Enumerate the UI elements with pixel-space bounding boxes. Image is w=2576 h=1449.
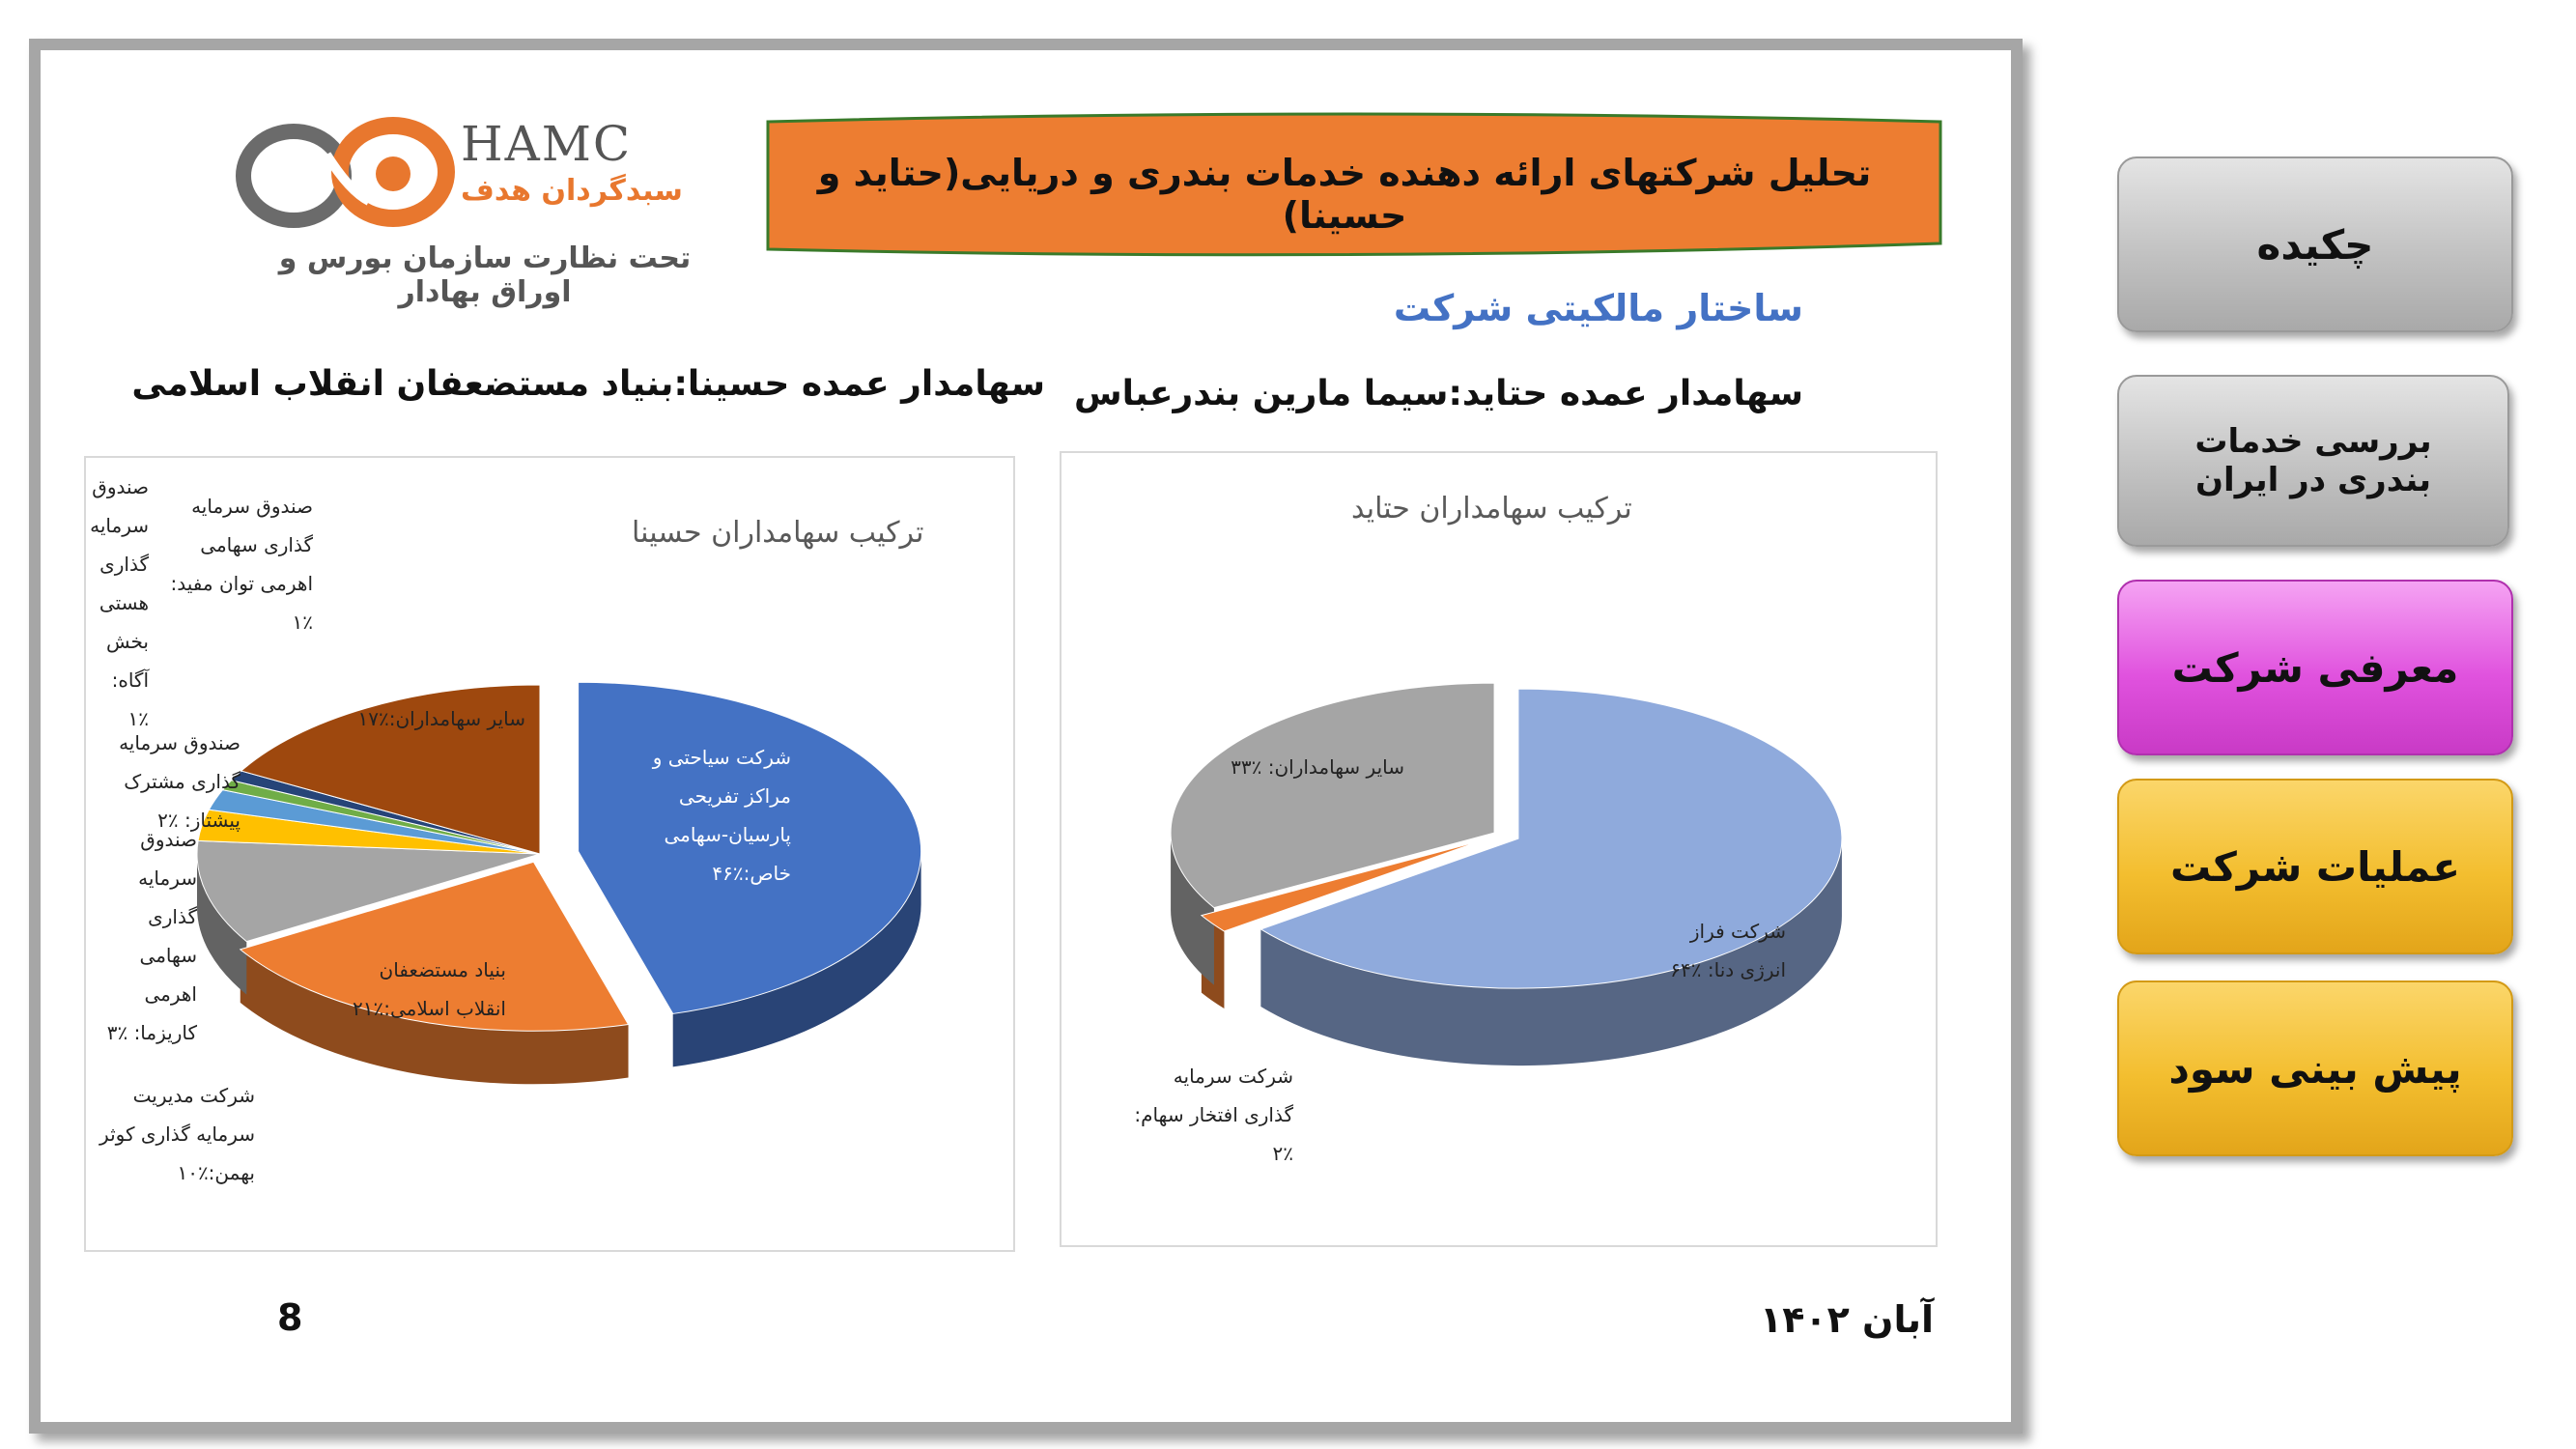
- hasina-chart-title: ترکیب سهامداران حسینا: [632, 516, 924, 550]
- section-title: ساختار مالکیتی شرکت: [1393, 287, 1803, 329]
- hetaid-label-eftekhar: شرکت سرمایه گذاری افتخار سهام: ٪۲: [1134, 1065, 1293, 1165]
- hasina-chart: [84, 456, 1015, 1252]
- nav-button-profit-forecast[interactable]: [2117, 980, 2513, 1156]
- nav-label-operations: عملیات شرکت: [2169, 842, 2461, 891]
- logo-name: سبدگردان هدف: [461, 174, 683, 208]
- hetaid-chart-title: ترکیب سهامداران حتاید: [1351, 492, 1632, 526]
- hasina-label-kowsar: شرکت مدیریت سرمایه گذاری کوثر بهمن:٪۱۰: [99, 1084, 255, 1184]
- hasina-label-parsian: شرکت سیاحتی و مراکز تفریحی پارسیان-سهامی خاص:٪۴۶: [652, 746, 791, 885]
- nav-label-profit-forecast: پیش بینی سود: [2168, 1044, 2462, 1093]
- hetaid-major-shareholder: سهامدار عمده حتاید:سیما مارین بندرعباس: [1073, 374, 1803, 413]
- nav-label-port-services: بررسی خدمات بندری در ایران: [2194, 422, 2432, 499]
- nav-label-summary: چکیده: [2256, 220, 2374, 269]
- nav-button-company-intro[interactable]: [2117, 580, 2513, 755]
- infinity-logo-icon: [234, 116, 456, 232]
- hasina-label-bonyad: بنیاد مستضعفان انقلاب اسلامی:٪۲۱: [353, 958, 506, 1020]
- hetaid-chart: [1060, 451, 1938, 1247]
- hasina-major-shareholder: سهامدار عمده حسینا:بنیاد مستضعفان انقلاب اسلامی: [131, 364, 1045, 404]
- nav-button-operations[interactable]: [2117, 779, 2513, 954]
- footer-date: آبان ۱۴۰۲: [1760, 1298, 1935, 1341]
- logo-brand: HAMC: [461, 116, 633, 172]
- hetaid-label-others: سایر سهامداران: ٪۳۳: [1231, 755, 1404, 779]
- hasina-label-agah: صندوق سرمایه گذاری هستی بخش آگاه: ٪۱: [90, 475, 149, 730]
- logo-subtitle: تحت نظارت سازمان بورس و اوراق بهادار: [278, 242, 692, 309]
- nav-label-company-intro: معرفی شرکت: [2171, 643, 2459, 692]
- hasina-label-pishtaz: صندوق سرمایه گذاری مشترک پیشتاز: ٪۲: [119, 731, 241, 832]
- nav-button-port-services[interactable]: [2117, 375, 2509, 547]
- company-logo: [234, 116, 736, 309]
- hasina-label-tavan: صندوق سرمایه گذاری سهامی اهرمی توان مفید: ٪۱: [170, 495, 313, 634]
- title-banner: [760, 108, 1948, 263]
- slide: [29, 39, 2023, 1434]
- hasina-label-others: سایر سهامداران:٪۱۷: [357, 707, 525, 730]
- banner-title: تحلیل شرکتهای ارائه دهنده خدمات بندری و دریایی(حتاید و حسینا): [817, 152, 1872, 237]
- nav-button-summary[interactable]: [2117, 156, 2513, 332]
- page-number: 8: [277, 1296, 303, 1339]
- hasina-label-karizma: صندوق سرمایه گذاری سهامی اهرمی کاریزما: ٪۳: [106, 828, 197, 1044]
- hetaid-label-faraz: شرکت فراز انرژی دنا: ٪۶۴: [1670, 920, 1786, 981]
